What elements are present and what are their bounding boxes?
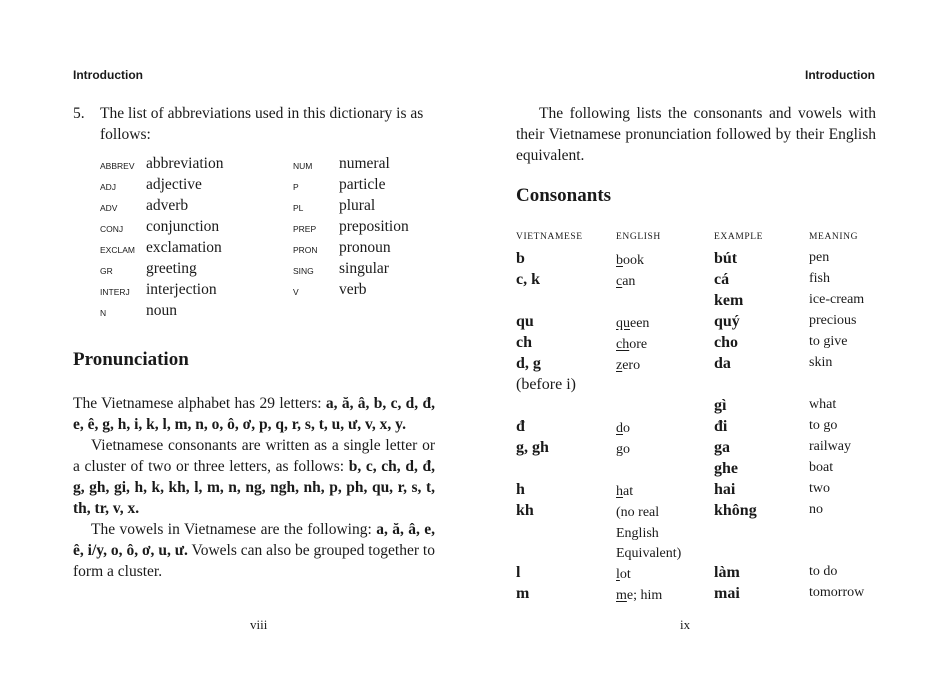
example-word: không [714, 502, 757, 519]
abbreviation-code: PRON [293, 245, 318, 255]
vietnamese-letter: đ [516, 418, 525, 435]
abbreviation-meaning: particle [339, 176, 386, 193]
abbreviation-code: ADV [100, 203, 118, 213]
example-meaning: two [809, 481, 830, 496]
vietnamese-letter: l [516, 564, 521, 581]
example-meaning: ice-cream [809, 292, 865, 307]
consonants-heading: Consonants [516, 185, 612, 206]
english-equivalent: zero [616, 358, 641, 373]
example-meaning: pen [809, 250, 830, 265]
english-equivalent-continued: English [616, 526, 659, 541]
example-word: mai [714, 585, 740, 602]
abbreviation-meaning: adjective [146, 176, 202, 193]
english-equivalent: can [616, 274, 636, 289]
abbreviation-meaning: adverb [146, 197, 189, 214]
abbreviation-meaning: abbreviation [146, 155, 224, 172]
vietnamese-letter: d, g [516, 355, 541, 372]
example-word: đi [714, 418, 728, 435]
running-head-left: Introduction [73, 68, 143, 82]
english-equivalent: do [616, 421, 630, 436]
consonant-paragraph: Vietnamese consonants are written as a single letter or a cluster of two or three letters, as follows: b, c, ch, d, đ, g, gh, gi, h, k, kh, l, m, n, ng, ngh, nh, p, ph, qu, r, s, t, th, tr, v, x. [73, 437, 435, 517]
example-meaning: railway [809, 439, 851, 454]
vietnamese-letter: kh [516, 502, 534, 519]
english-equivalent: (no real [616, 505, 660, 520]
example-meaning: to do [809, 564, 838, 579]
page-number-right: ix [680, 617, 691, 632]
example-meaning: what [809, 397, 837, 412]
page-number-left: viii [250, 617, 268, 632]
example-word: ga [714, 439, 730, 456]
consonant-list: b, c, ch, d, đ, g, gh, gi, h, k, kh, l, m, n, ng, ngh, nh, p, ph, qu, r, s, t, th, tr, v, x. [73, 458, 435, 517]
abbreviation-meaning: numeral [339, 155, 390, 172]
header-english: ENGLISH [616, 232, 661, 242]
abbreviation-meaning: verb [339, 281, 367, 298]
abbreviation-code: PL [293, 203, 304, 213]
english-equivalent: chore [616, 337, 648, 352]
english-equivalent-continued: Equivalent) [616, 546, 682, 561]
example-meaning: to go [809, 418, 838, 433]
example-word: ghe [714, 460, 738, 477]
abbreviation-code: SING [293, 266, 314, 276]
example-meaning: to give [809, 334, 848, 349]
abbreviation-meaning: exclamation [146, 239, 222, 256]
example-meaning: tomorrow [809, 585, 865, 600]
abbreviation-meaning: preposition [339, 218, 409, 235]
pronunciation-heading: Pronunciation [73, 349, 189, 370]
consonant-vowel-intro: The following lists the consonants and vowels with their Vietnamese pronunciation followed by their English equivalent. [516, 105, 876, 164]
header-meaning: MEANING [809, 232, 859, 242]
example-word: bút [714, 250, 738, 267]
abbreviation-code: PREP [293, 224, 317, 234]
alphabet-letters: a, ă, â, b, c, d, đ, e, ê, g, h, i, k, l, m, n, o, ô, ơ, p, q, r, s, t, u, ư, v, x, y. [73, 395, 435, 433]
pronunciation-body [73, 393, 435, 582]
abbreviation-code: GR [100, 266, 113, 276]
example-meaning: fish [809, 271, 830, 286]
example-word: kem [714, 292, 744, 309]
example-word: hai [714, 481, 736, 498]
abbreviation-intro [73, 103, 433, 145]
header-example: EXAMPLE [714, 232, 764, 242]
abbreviation-meaning: plural [339, 197, 376, 214]
vietnamese-letter: c, k [516, 271, 540, 288]
vowel-paragraph: The vowels in Vietnamese are the following: a, ă, â, e, ê, i/y, o, ô, ơ, u, ư. Vowels can also be grouped together to form a cluster. [73, 521, 435, 580]
example-word: cá [714, 271, 730, 288]
abbreviation-meaning: pronoun [339, 239, 391, 256]
vietnamese-letter: qu [516, 313, 534, 330]
example-word: làm [714, 564, 740, 581]
english-equivalent: hat [616, 484, 634, 499]
abbreviation-meaning: noun [146, 302, 177, 319]
abbreviation-code: ABBREV [100, 161, 135, 171]
vietnamese-letter: h [516, 481, 525, 498]
abbreviation-code: CONJ [100, 224, 124, 234]
abbreviation-code: NUM [293, 161, 313, 171]
english-equivalent: go [616, 442, 630, 457]
running-head-right: Introduction [805, 68, 875, 82]
example-meaning: skin [809, 355, 833, 370]
consonant-note: (before i) [516, 376, 576, 393]
example-meaning: no [809, 502, 823, 517]
abbreviation-code: EXCLAM [100, 245, 135, 255]
item-text: The list of abbreviations used in this dictionary is as follows: [100, 105, 424, 143]
english-equivalent: queen [616, 316, 650, 331]
vowel-list: a, ă, â, e, ê, i/y, o, ô, ơ, u, ư. [73, 521, 435, 559]
item-number: 5. [73, 105, 85, 122]
header-vietnamese: VIETNAMESE [516, 232, 583, 242]
example-word: quý [714, 313, 740, 330]
vietnamese-letter: m [516, 585, 530, 602]
alphabet-paragraph: The Vietnamese alphabet has 29 letters: a, ă, â, b, c, d, đ, e, ê, g, h, i, k, l, m, n, o, ô, ơ, p, q, r, s, t, u, ư, v, x, y. [73, 395, 435, 433]
abbreviation-code: P [293, 182, 299, 192]
abbreviation-code: N [100, 308, 107, 318]
example-word: cho [714, 334, 738, 351]
vietnamese-letter: g, gh [516, 439, 549, 456]
abbreviation-meaning: interjection [146, 281, 217, 298]
example-meaning: precious [809, 313, 857, 328]
english-equivalent: lot [616, 567, 631, 582]
abbreviation-code: INTERJ [100, 287, 130, 297]
english-equivalent: me; him [616, 588, 663, 603]
example-word: gì [714, 397, 727, 414]
vietnamese-letter: b [516, 250, 525, 267]
abbreviation-code: ADJ [100, 182, 117, 192]
abbreviation-meaning: greeting [146, 260, 197, 277]
example-meaning: boat [809, 460, 834, 475]
abbreviation-code: V [293, 287, 299, 297]
abbreviation-meaning: singular [339, 260, 389, 277]
english-equivalent: book [616, 253, 644, 268]
vietnamese-letter: ch [516, 334, 532, 351]
abbreviation-meaning: conjunction [146, 218, 220, 235]
example-word: da [714, 355, 731, 372]
